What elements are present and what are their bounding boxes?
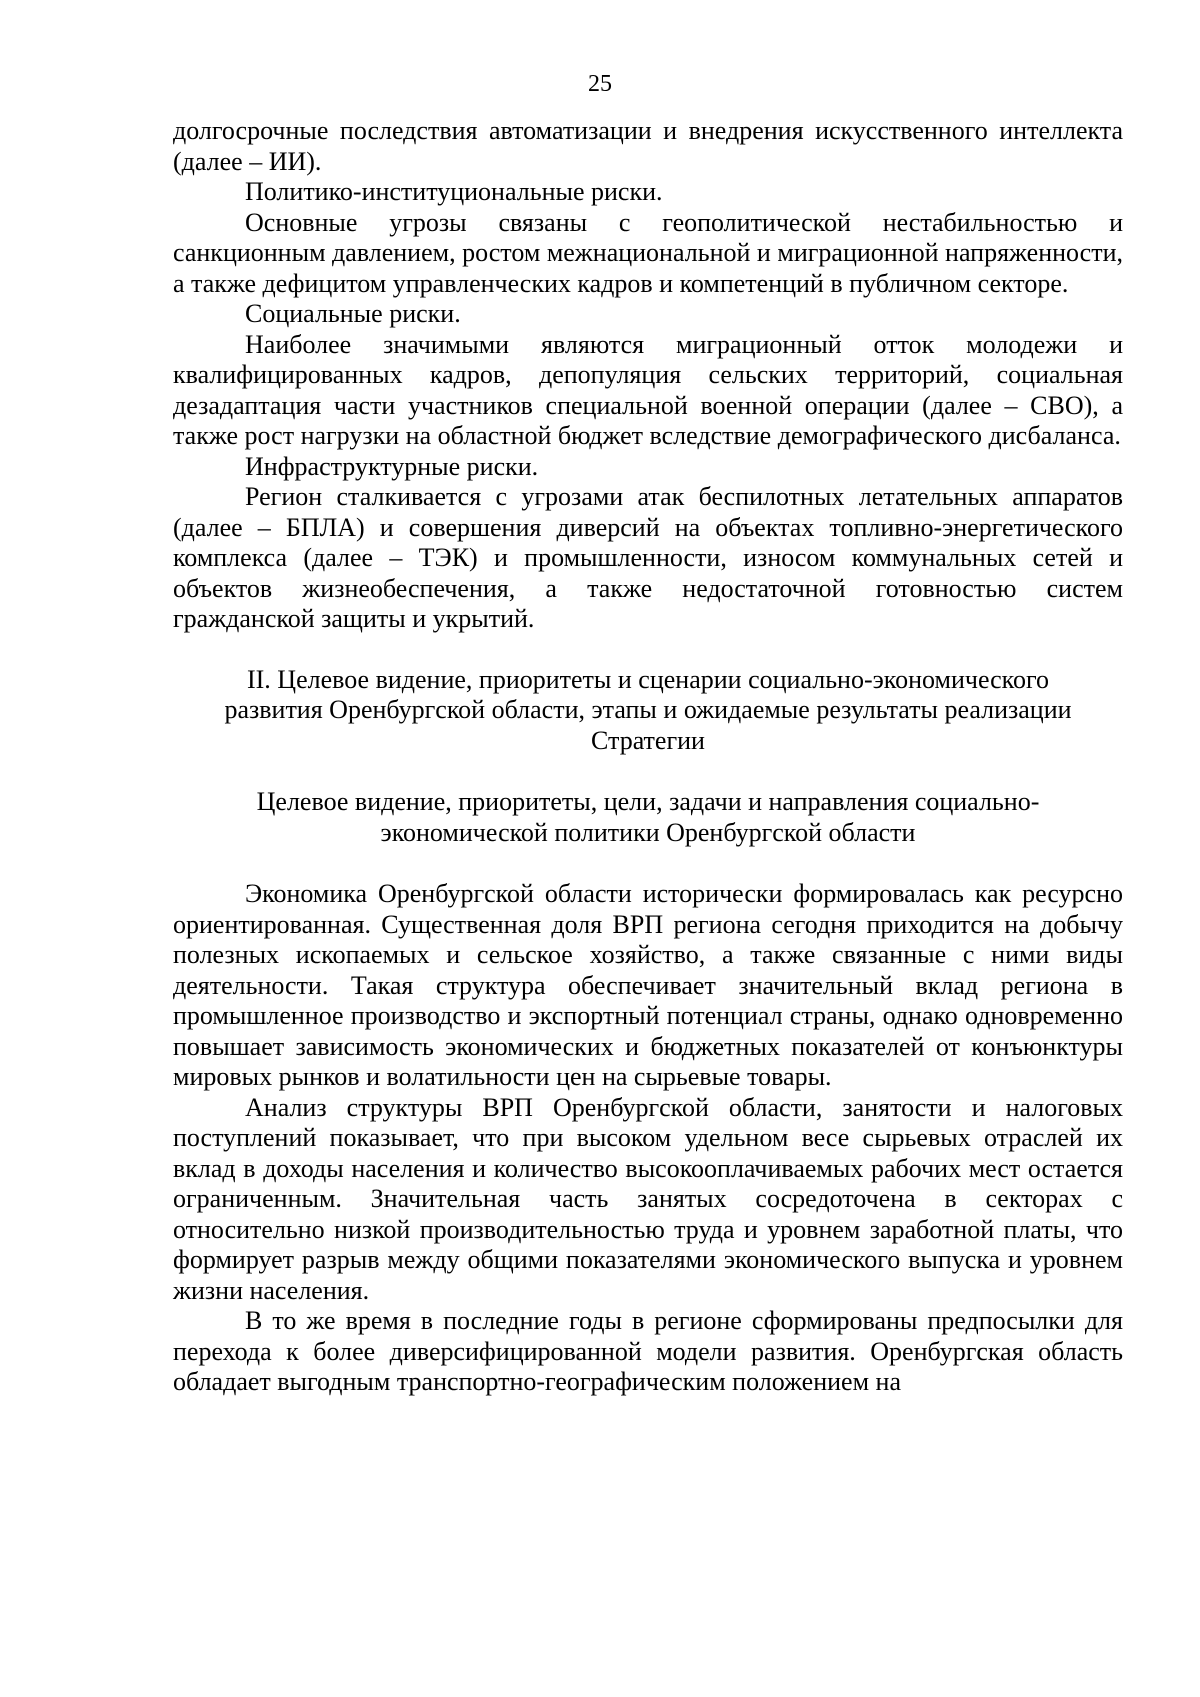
paragraph-grp-analysis: Анализ структуры ВРП Оренбургской области, занятости и налоговых поступлений показывает, что при высоком удельном весе сырьевых отраслей их вклад в доходы населения и количество высокооплачиваемых рабочих мест остается ограниченным. Значительная часть занятых сосредоточена в секторах с относительно низкой производительностью труда и уровнем заработной платы, что формирует разрыв между общими показателями экономического выпуска и уровнем жизни населения. (173, 1092, 1123, 1305)
paragraph-economy: Экономика Оренбургской области исторически формировалась как ресурсно ориентированная. Существенная доля ВРП региона сегодня приходится на добычу полезных ископаемых и сельское хозяйство, а также связанные с ними виды деятельности. Такая структура обеспечивает значительный вклад региона в промышленное производство и экспортный потенциал страны, однако одновременно повышает зависимость экономических и бюджетных показателей от конъюнктуры мировых рынков и волатильности цен на сырьевые товары. (173, 879, 1123, 1091)
paragraph-social-risks: Наиболее значимыми являются миграционный отток молодежи и квалифицированных кадров, депопуляция сельских территорий, социальная дезадаптация части участников специальной военной операции (далее – СВО), а также рост нагрузки на областной бюджет вследствие демографического дисбаланса. (173, 329, 1123, 450)
section-heading (173, 665, 1123, 757)
paragraph-diversification: В то же время в последние годы в регионе сформированы предпосылки для перехода к более диверсифицированной модели развития. Оренбургская область обладает выгодным транспортно-географическим положением на (173, 1306, 1123, 1396)
subsection-heading (173, 787, 1123, 848)
page-number: 25 (588, 71, 612, 97)
paragraph-infrastructure-risks: Регион сталкивается с угрозами атак беспилотных летательных аппаратов (далее – БПЛА) и совершения диверсий на объектах топливно-энергетического комплекса (далее – ТЭК) и промышленности, износом коммунальных сетей и объектов жизнеобеспечения, а также недостаточной готовностью систем гражданской защиты и укрытий. (173, 482, 1123, 633)
section-heading-line: Стратегии (591, 725, 705, 755)
section-heading-line: развития Оренбургской области, этапы и ожидаемые результаты реализации (224, 695, 1072, 724)
subsection-heading-line: экономической политики Оренбургской области (380, 817, 916, 847)
section-heading-line: II. Целевое видение, приоритеты и сценарии социально-экономического (246, 664, 1050, 694)
body-text (173, 116, 1123, 1398)
subsection-heading-line: Целевое видение, приоритеты, цели, задачи и направления социально- (256, 787, 1040, 816)
paragraph-continuation: долгосрочные последствия автоматизации и внедрения искусственного интеллекта (далее – ИИ). (173, 116, 1123, 176)
paragraph-political-risks: Основные угрозы связаны с геополитической нестабильностью и санкционным давлением, ростом межнациональной и миграционной напряженности, а также дефицитом управленческих кадров и компетенций в публичном секторе. (173, 207, 1123, 298)
risk-heading-infrastructure: Инфраструктурные риски. (245, 451, 539, 481)
risk-heading-social: Социальные риски. (245, 299, 461, 328)
risk-heading-political: Политико-институциональные риски. (245, 177, 663, 206)
